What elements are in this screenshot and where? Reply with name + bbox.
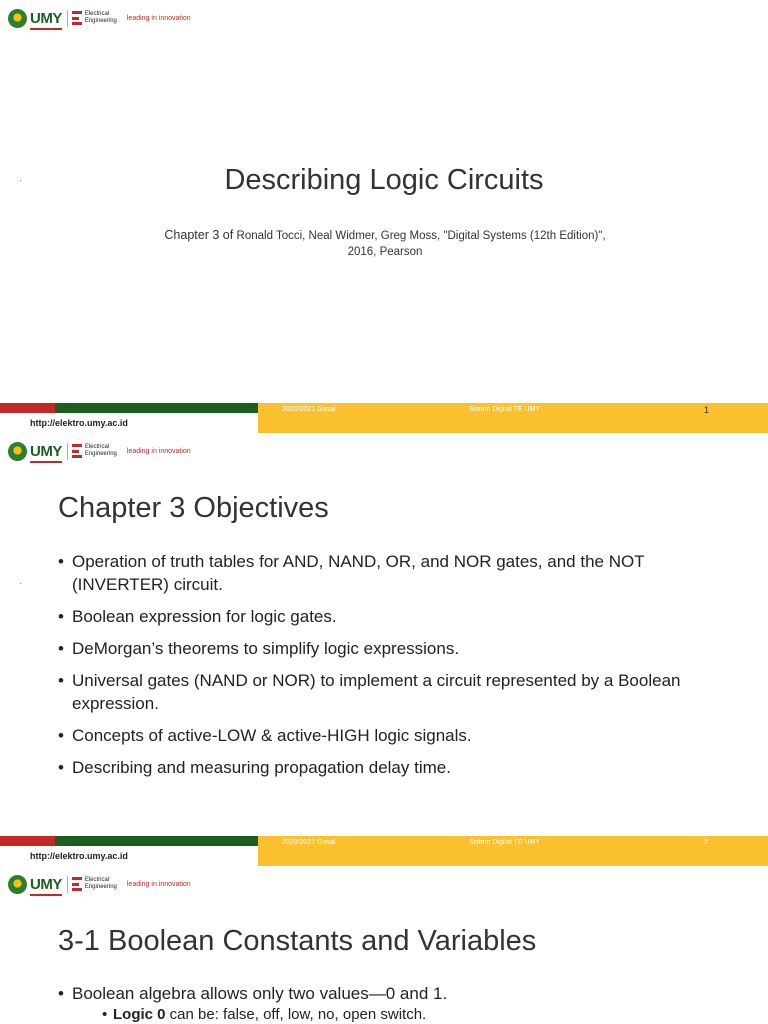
- brand-name: UMY: [30, 875, 62, 893]
- content-list: [58, 982, 718, 1024]
- footer-date: 2020/2021 Gasal: [282, 406, 336, 413]
- page-number: 2: [704, 839, 708, 846]
- subtitle-reference: Ronald Tocci, Neal Widmer, Greg Moss, "Digital Systems (12th Edition)", 2016, Pearson: [236, 230, 606, 258]
- tagline: leading in innovation: [126, 880, 191, 888]
- slide-title: Describing Logic Circuits: [224, 164, 544, 196]
- objectives-list: [58, 550, 718, 788]
- tagline: leading in innovation: [126, 14, 191, 22]
- slide-2: [0, 433, 768, 866]
- sub-list: [72, 1005, 718, 1024]
- list-item: • Boolean expression for logic gates.: [58, 605, 718, 628]
- department-name: Electrical Engineering: [84, 877, 117, 890]
- list-item: • Describing and measuring propagation delay time.: [58, 756, 718, 779]
- logo-divider: [67, 10, 68, 27]
- list-item: • Concepts of active-LOW & active-HIGH logic signals.: [58, 724, 718, 747]
- department-name: Electrical Engineering: [84, 11, 117, 24]
- footer-url-link[interactable]: http://elektro.umy.ac.id: [30, 418, 128, 428]
- brand-name: UMY: [30, 442, 62, 460]
- umy-emblem-icon: [8, 875, 27, 894]
- list-item: • Operation of truth tables for AND, NAND, OR, and NOR gates, and the NOT (INVERTER) circuit.: [58, 550, 718, 596]
- slide-title: 3-1 Boolean Constants and Variables: [58, 925, 537, 957]
- footer-course: Sistem Digital TE UMY: [469, 839, 541, 846]
- footer-green-stripe: [55, 836, 258, 846]
- header-logo: [8, 8, 191, 28]
- logo-divider: [67, 443, 68, 460]
- term: Logic 0: [113, 1006, 166, 1023]
- electrical-engineering-icon: [72, 444, 82, 458]
- footer-green-stripe: [55, 403, 258, 413]
- page-number: 1: [704, 405, 710, 415]
- footer-course: Sistem Digital TE UMY: [469, 406, 541, 413]
- list-item: • DeMorgan’s theorems to simplify logic expressions.: [58, 637, 718, 660]
- header-logo: [8, 874, 191, 894]
- decorative-dot: [20, 583, 21, 584]
- umy-emblem-icon: [8, 9, 27, 28]
- list-item: • Universal gates (NAND or NOR) to implement a circuit represented by a Boolean expression.: [58, 669, 718, 715]
- electrical-engineering-icon: [72, 877, 82, 891]
- electrical-engineering-icon: [72, 11, 82, 25]
- footer-url-link[interactable]: http://elektro.umy.ac.id: [30, 851, 128, 861]
- slide-footer: [0, 836, 768, 866]
- brand-name: UMY: [30, 9, 62, 27]
- umy-emblem-icon: [8, 442, 27, 461]
- slide-footer: [0, 403, 768, 433]
- slide-subtitle: [160, 228, 610, 260]
- sub-list-item: • Logic 0 can be: false, off, low, no, open switch.: [102, 1005, 718, 1024]
- logo-divider: [67, 876, 68, 893]
- footer-date: 2020/2021 Gasal: [282, 839, 336, 846]
- subtitle-lead: Chapter 3 of: [164, 228, 234, 242]
- list-item: • Boolean algebra allows only two values—0 and 1. • Logic 0 can be: false, off, low, no, open switch.: [58, 982, 718, 1024]
- header-logo: [8, 441, 191, 461]
- tagline: leading in innovation: [126, 447, 191, 455]
- department-name: Electrical Engineering: [84, 444, 117, 457]
- footer-red-stripe: [0, 403, 55, 413]
- footer-red-stripe: [0, 836, 55, 846]
- slide-1: [0, 0, 768, 433]
- slide-title: Chapter 3 Objectives: [58, 492, 329, 524]
- slide-3: [0, 866, 768, 1024]
